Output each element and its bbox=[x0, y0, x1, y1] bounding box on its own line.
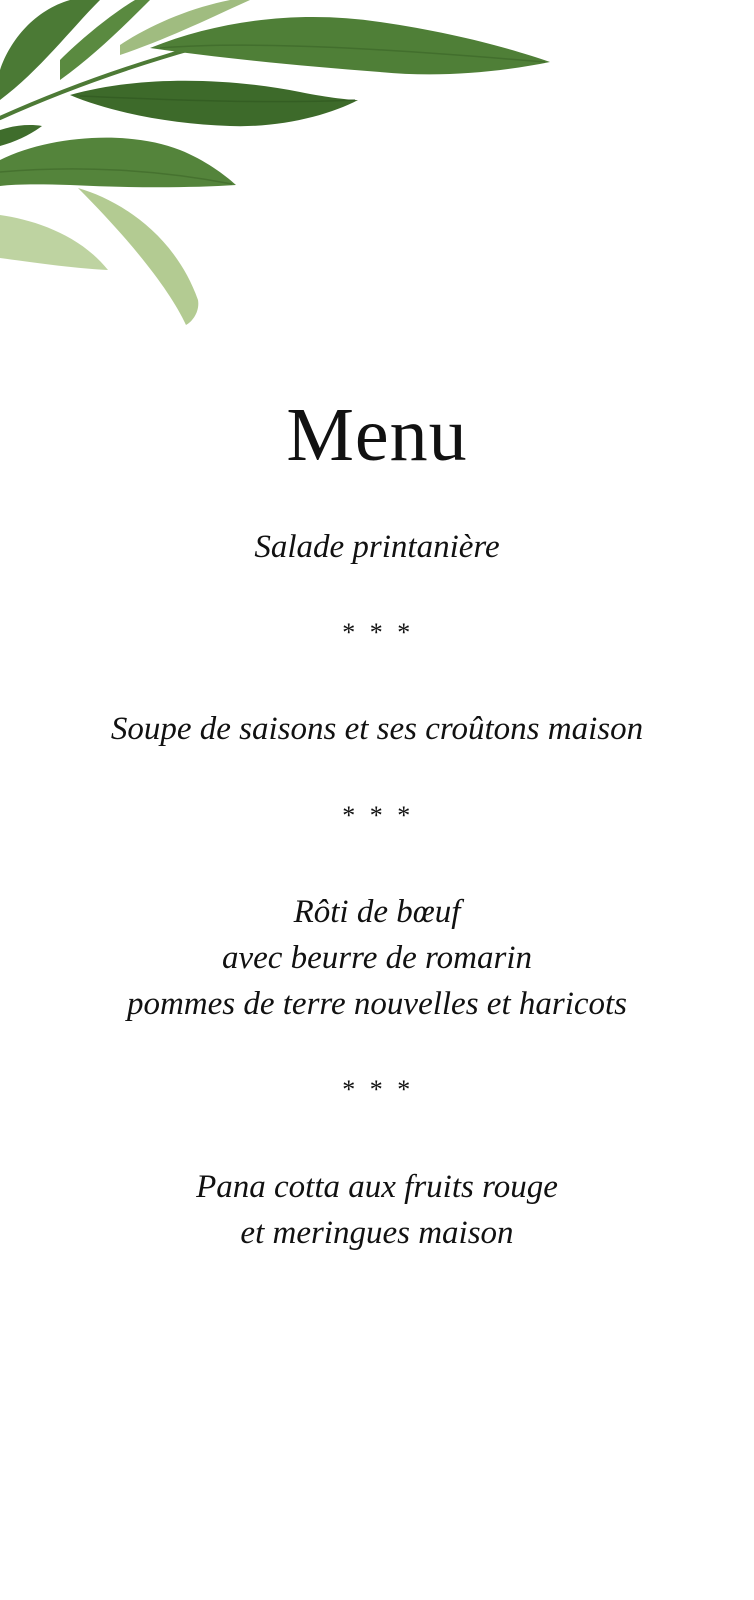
course-starter: Salade printanière bbox=[254, 529, 500, 565]
separator: * * * bbox=[341, 618, 413, 647]
course-main-line-3: pommes de terre nouvelles et haricots bbox=[126, 986, 628, 1022]
course-main-line-1: Rôti de bœuf bbox=[293, 894, 461, 930]
separator: * * * bbox=[341, 1075, 413, 1104]
mid-leaf-icon bbox=[0, 138, 236, 188]
menu-title: Menu bbox=[286, 393, 468, 477]
dark-leaf-icon bbox=[70, 81, 358, 126]
dark-leaf-icon bbox=[0, 125, 42, 146]
light-leaf-icon bbox=[0, 215, 108, 270]
course-soup: Soupe de saisons et ses croûtons maison bbox=[110, 711, 644, 747]
leaf-branch-icon bbox=[0, 0, 570, 340]
light-leaf-icon bbox=[78, 188, 198, 325]
course-dessert-line-1: Pana cotta aux fruits rouge bbox=[196, 1169, 558, 1205]
course-main-line-2: avec beurre de romarin bbox=[221, 940, 533, 976]
separator: * * * bbox=[341, 801, 413, 830]
course-dessert-line-2: et meringues maison bbox=[240, 1215, 514, 1251]
